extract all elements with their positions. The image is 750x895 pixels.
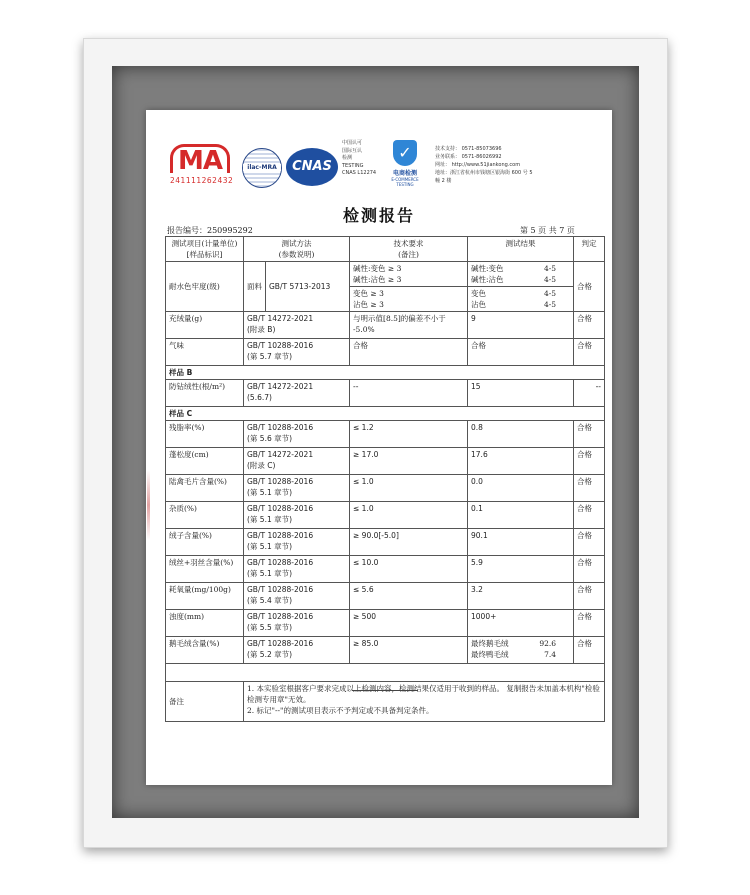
table-row [166,380,605,407]
header-item: 测试项目(计量单位) [样品标识] [166,237,244,262]
ecommerce-subtitle: E-COMMERCE TESTING [391,177,419,187]
header-judge: 判定 [574,237,605,262]
cell-result: 变色 4-5 沾色 4-5 [468,287,574,312]
cell-result: 5.9 [468,556,574,583]
cell-judge: -- [574,380,605,407]
table-row [166,583,605,610]
empty-cell [166,664,605,682]
table-row [166,421,605,448]
cma-logo [170,144,232,192]
cell-requirement: ≥ 500 [350,610,468,637]
contact-line: 业务联系： 0571-86026992 [435,154,502,160]
cell-judge: 合格 [574,312,605,339]
cell-requirement: 变色 ≥ 3 沾色 ≥ 3 [350,287,468,312]
cell-result: 90.1 [468,529,574,556]
cell-result: 合格 [468,339,574,366]
cell-method: GB/T 10288-2016 (第 5.1 章节) [244,475,350,502]
table-row [166,339,605,366]
spacer-row [166,664,605,682]
cell-requirement: ≥ 90.0[-5.0] [350,529,468,556]
cnas-note-line: 中国认可 [342,140,363,146]
cnas-note-line: TESTING [342,162,364,169]
cell-requirement: ≤ 1.2 [350,421,468,448]
table-row [166,556,605,583]
cell-judge: 合格 [574,637,605,664]
cell-item: 浊度(mm) [166,610,244,637]
table-row [166,502,605,529]
contact-line: 技术支持： 0571-85073696 [435,146,502,152]
cell-judge: 合格 [574,262,605,312]
section-c-label: 样品 C [166,407,605,421]
cell-judge: 合格 [574,529,605,556]
cell-result: 9 [468,312,574,339]
remarks-label: 备注 [166,682,244,722]
cell-result: 17.6 [468,448,574,475]
table-row [166,262,605,287]
table-row [166,637,605,664]
cell-result: 0.0 [468,475,574,502]
cell-judge: 合格 [574,421,605,448]
cell-item: 鹅毛绒含量(%) [166,637,244,664]
cell-method: GB/T 10288-2016 (第 5.6 章节) [244,421,350,448]
cell-method: GB/T 10288-2016 (第 5.1 章节) [244,529,350,556]
cell-part: 面料 [244,262,266,312]
cell-requirement: ≤ 1.0 [350,475,468,502]
table-row [166,475,605,502]
remarks-text [244,682,605,722]
cell-requirement: -- [350,380,468,407]
cell-method: GB/T 10288-2016 (第 5.4 章节) [244,583,350,610]
table-header-row [166,237,605,262]
report-table [165,236,605,722]
cell-judge: 合格 [574,339,605,366]
cell-result: 0.8 [468,421,574,448]
cell-requirement: ≥ 85.0 [350,637,468,664]
cell-result: 1000+ [468,610,574,637]
cell-item: 绒子含量(%) [166,529,244,556]
cell-item: 充绒量(g) [166,312,244,339]
cell-judge: 合格 [574,448,605,475]
logo-bar [170,140,590,195]
cell-item: 残脂率(%) [166,421,244,448]
report-title: 检测报告 [342,206,415,225]
shield-check-icon: ✓ [393,140,417,166]
table-row [166,529,605,556]
header-result: 测试结果 [468,237,574,262]
cell-item: 耗氧量(mg/100g) [166,583,244,610]
ecommerce-testing-logo [383,140,427,190]
ilac-text: ilac-MRA [243,164,281,171]
cell-method: GB/T 10288-2016 (第 5.1 章节) [244,502,350,529]
cell-result: 3.2 [468,583,574,610]
remark-line-2: 2. 标记"--"的测试项目表示不予判定或不具备判定条件。 [247,706,434,715]
header-method: 测试方法 (参数说明) [244,237,350,262]
remarks-row [166,682,605,722]
cell-method: GB/T 10288-2016 (第 5.7 章节) [244,339,350,366]
contact-info [435,145,565,185]
header-requirement: 技术要求 (备注) [350,237,468,262]
cell-judge: 合格 [574,583,605,610]
cell-result: 最终鹅毛绒 92.6 最终鸭毛绒 7.4 [468,637,574,664]
cell-judge: 合格 [574,556,605,583]
table-row [166,312,605,339]
cell-requirement: 碱性:变色 ≥ 3 碱性:沾色 ≥ 3 [350,262,468,287]
cnas-note-line: CNAS L12274 [342,170,377,176]
cma-mark: MA [170,144,230,173]
cell-item: 防钻绒性(根/m²) [166,380,244,407]
cell-requirement: ≤ 1.0 [350,502,468,529]
cell-method: GB/T 14272-2021 (5.6.7) [244,380,350,407]
report-number: 报告编号：250995292 [167,226,253,235]
contact-line: 网址： http://www.51jiankong.com [435,162,521,168]
cnas-note-line: 国际互认 [342,147,363,154]
seam-stamp [147,470,150,540]
cell-requirement: 合格 [350,339,468,366]
cnas-note [342,140,382,178]
section-row [166,407,605,421]
cell-item: 耐水色牢度(级) [166,262,244,312]
cell-method: GB/T 5713-2013 [266,262,350,312]
cell-item: 陆禽毛片含量(%) [166,475,244,502]
cell-judge: 合格 [574,475,605,502]
contact-line: 地址：浙江省杭州市钱塘区银海街 600 号 5 [435,170,533,176]
cell-requirement: ≤ 10.0 [350,556,468,583]
cell-result: 碱性:变色 4-5 碱性:沾色 4-5 [468,262,574,287]
cnas-note-line: 检测 [342,155,353,161]
ilac-mra-logo [242,148,282,188]
cell-result: 15 [468,380,574,407]
table-row [166,610,605,637]
end-of-data-line [352,690,418,691]
cell-requirement: ≤ 5.6 [350,583,468,610]
cell-result: 0.1 [468,502,574,529]
cell-item: 杂质(%) [166,502,244,529]
cell-item: 气味 [166,339,244,366]
section-row [166,366,605,380]
cell-method: GB/T 10288-2016 (第 5.5 章节) [244,610,350,637]
remark-line-1: 1. 本实验室根据客户要求完成以上检测内容，检测结果仅适用于收到的样品。 复制报告未加盖本机构"检验检测专用章"无效。 [247,684,600,704]
table-row [166,448,605,475]
ecommerce-title: 电商检测 [392,170,417,177]
page-info: 第 5 页 共 7 页 [520,226,575,235]
section-b-label: 样品 B [166,366,605,380]
cell-method: GB/T 10288-2016 (第 5.2 章节) [244,637,350,664]
cell-judge: 合格 [574,610,605,637]
cell-method: GB/T 14272-2021 (附录 B) [244,312,350,339]
contact-line: 幢 2 楼 [435,178,452,184]
cell-item: 蓬松度(cm) [166,448,244,475]
cnas-logo: CNAS [286,148,338,186]
cell-requirement: 与明示值[8.5]的偏差不小于 -5.0% [350,312,468,339]
cell-method: GB/T 10288-2016 (第 5.1 章节) [244,556,350,583]
cell-judge: 合格 [574,502,605,529]
cell-requirement: ≥ 17.0 [350,448,468,475]
cell-item: 绒丝+羽丝含量(%) [166,556,244,583]
cma-number: 241111262432 [170,176,234,185]
cell-method: GB/T 14272-2021 (附录 C) [244,448,350,475]
